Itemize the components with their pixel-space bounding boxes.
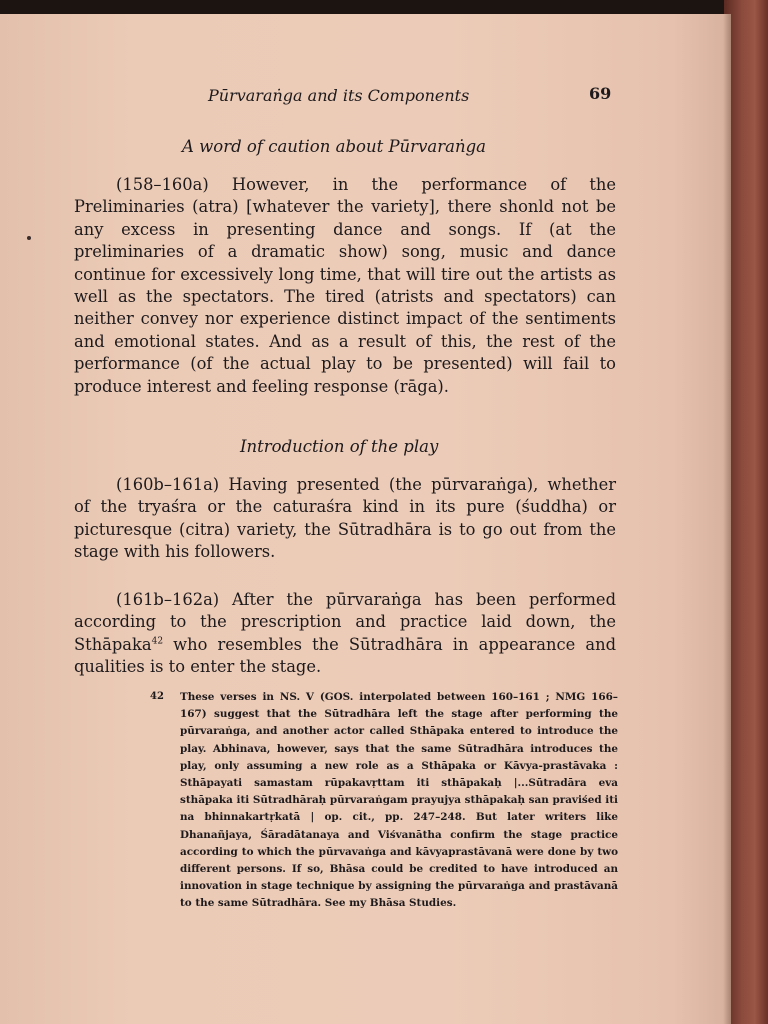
section-heading-introduction: Introduction of the play bbox=[240, 437, 439, 456]
page-gutter-shadow bbox=[723, 14, 731, 1024]
footnote-reference-42[interactable]: 42 bbox=[151, 636, 164, 647]
paragraph-text-before-ref: (161b–162a) After the pūrvaraṅga has been performed according to the prescription and practice laid down, the Sthāpaka bbox=[74, 590, 616, 654]
paragraph-caution: (158–160a) However, in the performance of the Preliminaries (atra) [whatever the variety], there shonld not be any excess in presenting dance and songs. If (at the preliminaries of a dramatic show) song, music and dance continue for excessively long time, that will tire out the artists as well as the spectators. The tired (atrists and spectators) can neither convey nor experience distinct impact of the sentiments and emotional states. And as a result of this, the rest of the performance (of the actual play to be presented) will fail to produce interest and feeling response (rāga). bbox=[74, 175, 616, 396]
footnote-marker: 42 bbox=[150, 691, 164, 702]
footnote-text: These verses in NS. V (GOS. interpolated between 160–161 ; NMG 166–167) suggest that the Sūtradhāra left the stage after performing the pūrvaraṅga, and another actor called Sthāpaka entered to introduce the play. Abhinava, however, says that the same Sūtradhāra introduces the play, only assuming a new role as a Sthāpaka or Kāvya-prastāvaka : Sthāpayati samastam rūpakavṛttam iti sthāpakaḥ |...Sūtradāra eva sthāpaka iti Sūtradhāraḥ pūrvaraṅgam prayujya sthāpakaḥ san praviśed iti na bhinnakartṛkatā | op. cit., pp. 247–248. But later writers like Dhanañjaya, Śāradātanaya and Viśvanātha confirm the stage practice according to which the pūrvavaṅga and kāvyaprastāvanā were done by two different persons. If so, Bhāsa could be credited to have introduced an innovation in stage technique by assigning the pūrvaraṅga and prastāvanā to the same Sūtradhāra. See my Bhāsa Studies. bbox=[180, 691, 618, 910]
section-heading-caution: A word of caution about Pūrvaraṅga bbox=[182, 137, 486, 156]
paragraph-having-presented: (160b–161a) Having presented (the pūrvaraṅga), whether of the tryaśra or the caturaśra kind in its pure (śuddha) or picturesque (citra) variety, the Sūtradhāra is to go out from the stage with his followers. bbox=[74, 475, 616, 562]
page-number: 69 bbox=[589, 84, 612, 103]
book-page bbox=[0, 14, 731, 1024]
paragraph-text-after-ref: who resembles the Sūtradhāra in appearance and qualities is to enter the stage. bbox=[74, 634, 616, 677]
running-header-title: Pūrvaraṅga and its Components bbox=[208, 86, 470, 105]
paragraph-sthapaka-enters bbox=[74, 589, 616, 679]
margin-dot-mark bbox=[27, 236, 31, 240]
